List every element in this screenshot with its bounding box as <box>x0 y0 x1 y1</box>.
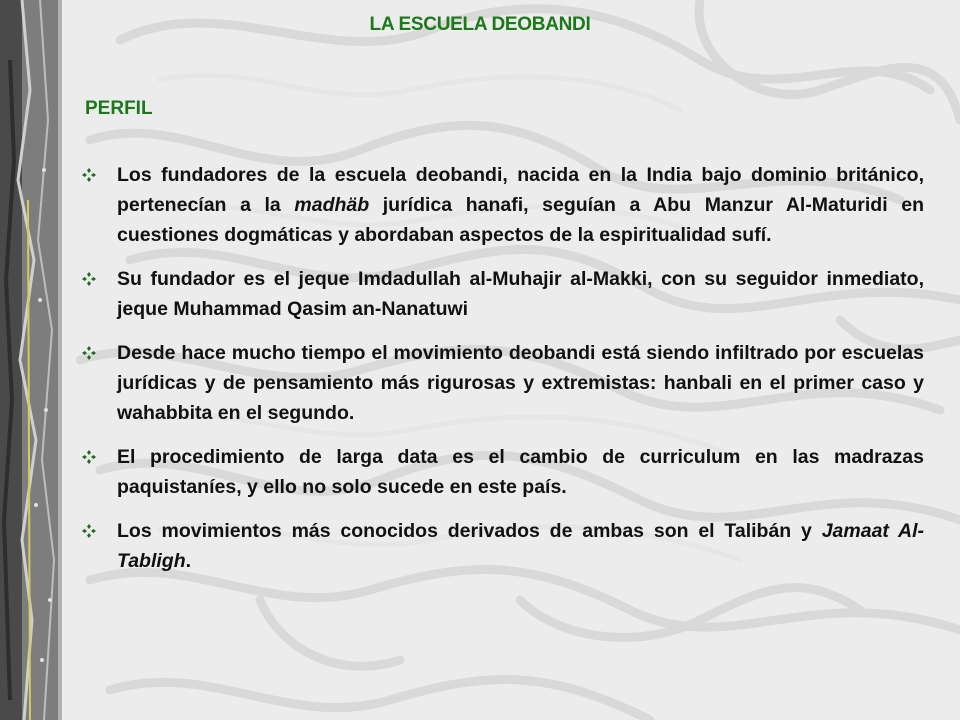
bullet-list <box>82 160 924 590</box>
bullet-item <box>82 160 924 250</box>
bullet-text: El procedimiento de larga data es el cambio de curriculum en las madrazas paquistaníes, y ello no solo sucede en este país. <box>117 446 924 498</box>
bullet-text-emphasis: Jamaat Al-Tabligh <box>117 520 925 572</box>
four-diamond-bullet-icon <box>82 272 96 286</box>
bullet-item <box>82 516 924 576</box>
four-diamond-bullet-icon <box>82 524 96 538</box>
slide-title: LA ESCUELA DEOBANDI <box>369 14 591 35</box>
bullet-text: Los fundadores de la escuela deobandi, nacida en la India bajo dominio británico, pertenecían a la <box>117 164 924 216</box>
bullet-text: Los movimientos más conocidos derivados de ambas son el Talibán y <box>117 520 822 542</box>
bullet-text: jurídica hanafi, seguían a Abu Manzur Al-Maturidi en cuestiones dogmáticas y abordaban aspectos de la espiritualidad sufí. <box>117 194 925 246</box>
bullet-item <box>82 264 924 324</box>
bullet-text: Su fundador es el jeque Imdadullah al-Muhajir al-Makki, con su seguidor inmediato, jeque Muhammad Qasim an-Nanatuwi <box>117 268 924 320</box>
bullet-item <box>82 442 924 502</box>
four-diamond-bullet-icon <box>82 168 96 182</box>
four-diamond-bullet-icon <box>82 450 96 464</box>
left-map-strip <box>0 0 62 720</box>
bullet-text: Desde hace mucho tiempo el movimiento deobandi está siendo infiltrado por escuelas jurídicas y de pensamiento más rigurosas y extremistas: hanbali en el primer caso y wahabbita en el segundo. <box>117 342 924 424</box>
bullet-item <box>82 338 924 428</box>
section-subtitle: PERFIL <box>85 98 153 119</box>
bullet-text-emphasis: madhäb <box>294 194 370 216</box>
bullet-text: . <box>185 550 192 572</box>
four-diamond-bullet-icon <box>82 346 96 360</box>
